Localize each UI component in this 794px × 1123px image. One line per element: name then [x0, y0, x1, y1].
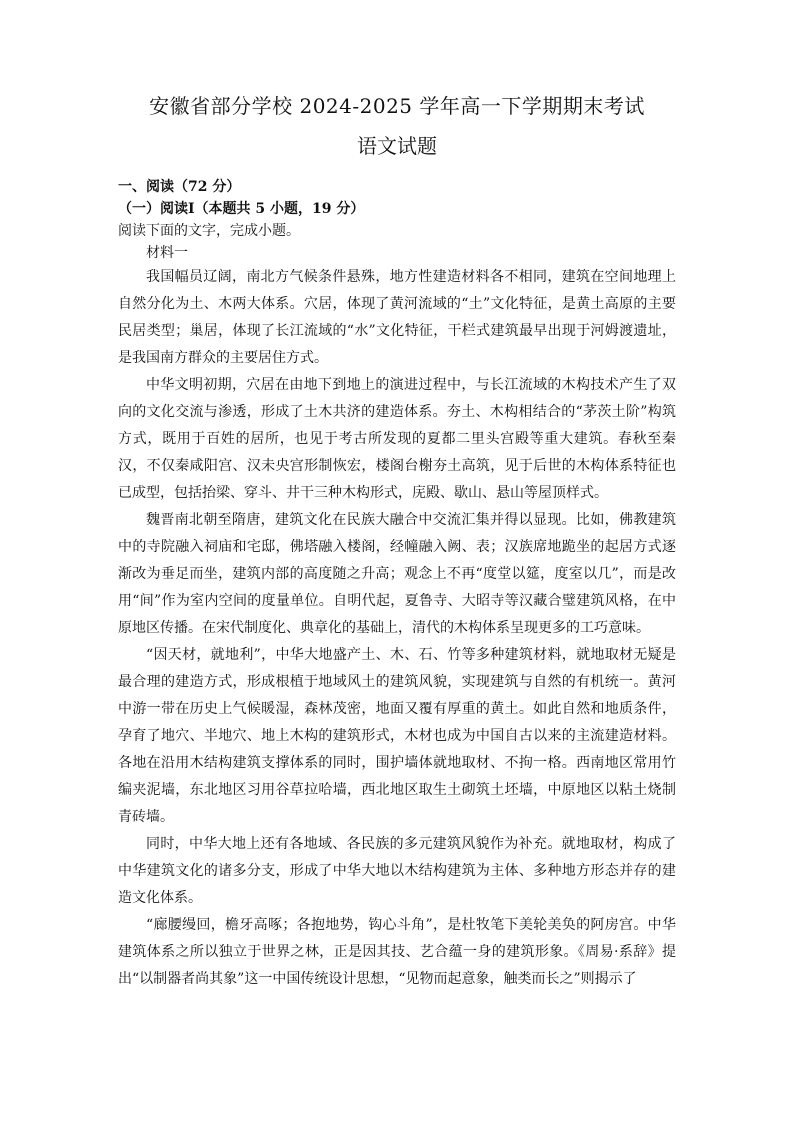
- paragraph-5: 同时，中华大地上还有各地域、各民族的多元建筑风貌作为补充。就地取材，构成了中华建筑文化的诸多分支，形成了中华大地以木结构建筑为主体、多种地方形态并存的建造文化体系。: [118, 836, 676, 906]
- paragraph-2: 中华文明初期，穴居在由地下到地上的演进过程中，与长江流域的木构技术产生了双向的文化交流与渗透，形成了土木共济的建造体系。夯土、木构相结合的“茅茨土阶”构筑方式，既用于百姓的居所，也见于考古所发现的夏都二里头宫殿等重大建筑。春秋至秦汉，不仅秦咸阳宫、汉未央宫形制恢宏，楼阁台榭夯土高筑，见于后世的木构体系特征也已成型，包括抬梁、穿斗、井干三种木构形式，庑殿、歇山、悬山等屋顶样式。: [118, 377, 676, 501]
- exam-subtitle: 语文试题: [357, 134, 437, 158]
- section-subheading-reading-1: （一）阅读Ⅰ（本题共 5 小题，19 分）: [118, 201, 365, 217]
- paragraph-1: 我国幅员辽阔，南北方气候条件悬殊，地方性建造材料各不相同，建筑在空间地理上自然分化为土、木两大体系。穴居，体现了黄河流域的“土”文化特征，是黄土高原的主要民居类型；巢居，体现了长江流域的“水”文化特征，干栏式建筑最早出现于河姆渡遗址，是我国南方群众的主要居住方式。: [118, 269, 676, 366]
- material-label: 材料一: [146, 245, 188, 261]
- section-heading-reading: 一、阅读（72 分）: [118, 179, 241, 195]
- paragraph-3: 魏晋南北朝至隋唐，建筑文化在民族大融合中交流汇集并得以显现。比如，佛教建筑中的寺院融入祠庙和宅邸，佛塔融入楼阁，经幢融入阙、表；汉族席地跪坐的起居方式逐渐改为垂足而坐，建筑内部的高度随之升高；观念上不再“度堂以筵，度室以几”，而是改用“间”作为室内空间的度量单位。自明代起，夏鲁寺、大昭寺等汉藏合璧建筑风格，在中原地区传播。在宋代制度化、典章化的基础上，清代的木构体系呈现更多的工巧意味。: [118, 512, 676, 636]
- paragraph-4: “因天材，就地利”，中华大地盛产土、木、石、竹等多种建筑材料，就地取材无疑是最合理的建造方式，形成根植于地域风土的建筑风貌，实现建筑与自然的有机统一。黄河中游一带在历史上气候暖湿，森林茂密，地面又覆有厚重的黄土。如此自然和地质条件，孕育了地穴、半地穴、地上木构的建筑形式，木材也成为中国自古以来的主流建造材料。各地在沿用木结构建筑支撑体系的同时，围护墙体就地取材、不拘一格。西南地区常用竹编夹泥墙，东北地区习用谷草拉哈墙，西北地区取生土砌筑土坯墙，中原地区以粘土烧制青砖墙。: [118, 647, 676, 825]
- paragraph-6: “廊腰缦回，檐牙高啄；各抱地势，钩心斗角”，是杜牧笔下美轮美奂的阿房宫。中华建筑体系之所以独立于世界之林，正是因其技、艺合蕴一身的建筑形象。《周易·系辞》提出“以制器者尚其象”这一中国传统设计思想，“见物而起意象，触类而长之”则揭示了: [118, 917, 676, 987]
- exam-title: 安徽省部分学校 2024-2025 学年高一下学期期末考试: [149, 94, 645, 118]
- instruction-text: 阅读下面的文字，完成小题。: [118, 223, 300, 239]
